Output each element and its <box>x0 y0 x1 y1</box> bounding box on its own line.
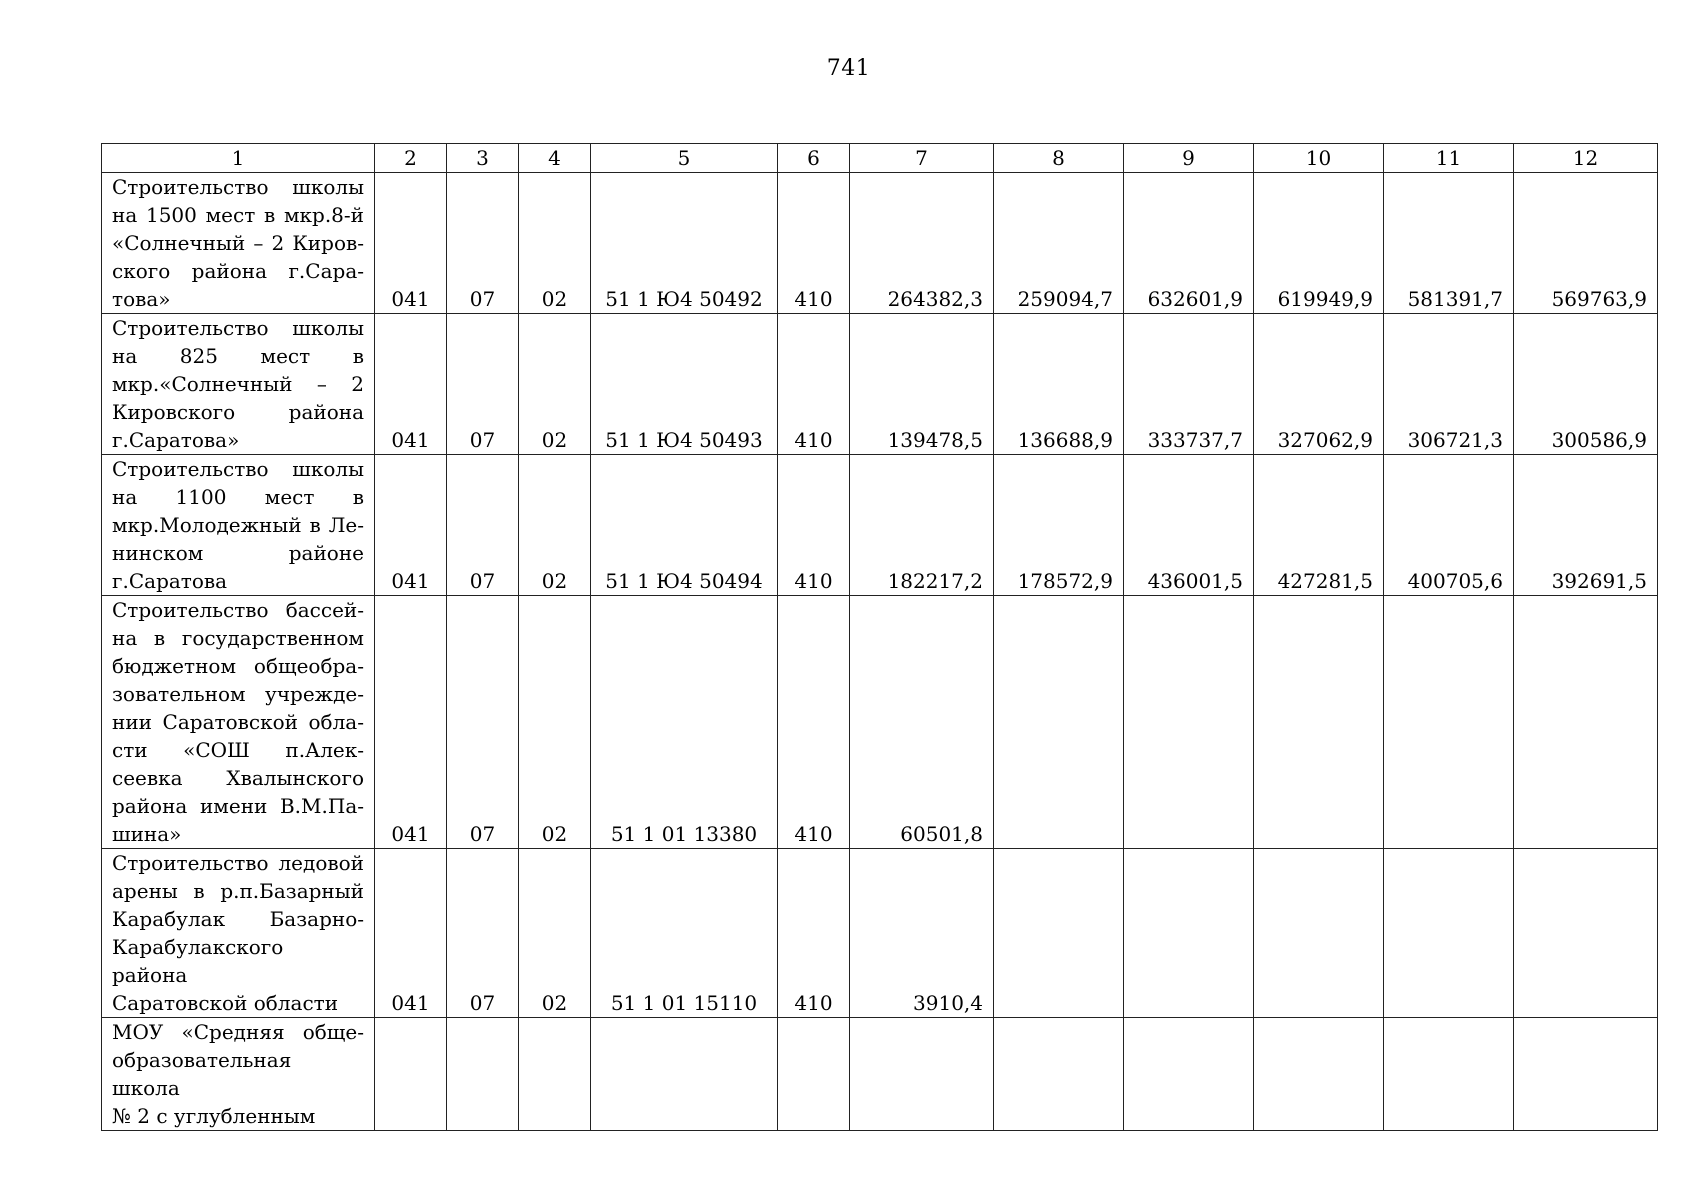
column-header: 9 <box>1124 144 1254 173</box>
cell-c5 <box>591 1018 778 1131</box>
cell-c5: 51 1 Ю4 50492 <box>591 173 778 314</box>
description-line: нии Саратовской обла- <box>112 710 364 734</box>
cell-c9 <box>1124 596 1254 849</box>
cell-c3: 07 <box>447 173 519 314</box>
column-number-row <box>102 144 1658 173</box>
description-line: г.Саратова» <box>112 428 240 452</box>
cell-c10 <box>1254 1018 1384 1131</box>
cell-c9 <box>1124 1018 1254 1131</box>
column-header: 3 <box>447 144 519 173</box>
description-line: Строительство школы <box>112 316 364 340</box>
row-description <box>102 455 375 596</box>
column-header: 10 <box>1254 144 1384 173</box>
column-header: 4 <box>519 144 591 173</box>
cell-c5: 51 1 Ю4 50493 <box>591 314 778 455</box>
description-line: «Солнечный – 2 Киров- <box>112 231 364 255</box>
cell-c10: 427281,5 <box>1254 455 1384 596</box>
cell-c8 <box>994 849 1124 1018</box>
cell-c12: 392691,5 <box>1514 455 1658 596</box>
table-row <box>102 455 1658 596</box>
description-line: на в государственном <box>112 626 364 650</box>
row-description <box>102 596 375 849</box>
description-line: мкр.Молодежный в Ле- <box>112 513 364 537</box>
cell-c6 <box>778 1018 850 1131</box>
cell-c4: 02 <box>519 173 591 314</box>
row-description <box>102 173 375 314</box>
column-header: 11 <box>1384 144 1514 173</box>
description-line: Карабулакского района <box>112 935 284 987</box>
row-description <box>102 1018 375 1131</box>
description-line: шина» <box>112 822 182 846</box>
cell-c12 <box>1514 596 1658 849</box>
description-line: № 2 с углубленным <box>112 1104 316 1128</box>
table-row <box>102 173 1658 314</box>
cell-c2: 041 <box>375 314 447 455</box>
cell-c8: 259094,7 <box>994 173 1124 314</box>
cell-c12 <box>1514 849 1658 1018</box>
cell-c3: 07 <box>447 455 519 596</box>
cell-c6: 410 <box>778 173 850 314</box>
cell-c5: 51 1 01 15110 <box>591 849 778 1018</box>
table-row <box>102 314 1658 455</box>
column-header: 2 <box>375 144 447 173</box>
description-line: Строительство ледовой <box>112 851 364 875</box>
cell-c7: 264382,3 <box>850 173 994 314</box>
table-body <box>102 173 1658 1131</box>
column-header: 1 <box>102 144 375 173</box>
cell-c7: 3910,4 <box>850 849 994 1018</box>
column-header: 8 <box>994 144 1124 173</box>
cell-c8: 136688,9 <box>994 314 1124 455</box>
description-line: Кировского района <box>112 400 364 424</box>
description-line: на 825 мест в <box>112 344 364 368</box>
cell-c3: 07 <box>447 314 519 455</box>
column-header: 5 <box>591 144 778 173</box>
cell-c4 <box>519 1018 591 1131</box>
cell-c7: 139478,5 <box>850 314 994 455</box>
cell-c6: 410 <box>778 849 850 1018</box>
cell-c7: 182217,2 <box>850 455 994 596</box>
cell-c11: 400705,6 <box>1384 455 1514 596</box>
cell-c10: 619949,9 <box>1254 173 1384 314</box>
cell-c5: 51 1 Ю4 50494 <box>591 455 778 596</box>
description-line: МОУ «Средняя обще- <box>112 1020 364 1044</box>
cell-c2: 041 <box>375 173 447 314</box>
table-row <box>102 1018 1658 1131</box>
cell-c11 <box>1384 1018 1514 1131</box>
cell-c9: 632601,9 <box>1124 173 1254 314</box>
cell-c12 <box>1514 1018 1658 1131</box>
cell-c7 <box>850 1018 994 1131</box>
budget-table <box>101 143 1658 1131</box>
cell-c6: 410 <box>778 314 850 455</box>
description-line: г.Саратова <box>112 569 228 593</box>
cell-c2: 041 <box>375 596 447 849</box>
cell-c4: 02 <box>519 455 591 596</box>
column-header: 7 <box>850 144 994 173</box>
table-row <box>102 596 1658 849</box>
description-line: на 1500 мест в мкр.8-й <box>112 203 364 227</box>
cell-c11 <box>1384 596 1514 849</box>
column-header: 12 <box>1514 144 1658 173</box>
description-line: нинском районе <box>112 541 364 565</box>
description-line: сти «СОШ п.Алек- <box>112 738 364 762</box>
description-line: Саратовской области <box>112 991 339 1015</box>
page-number: 741 <box>826 56 871 81</box>
cell-c2: 041 <box>375 455 447 596</box>
cell-c7: 60501,8 <box>850 596 994 849</box>
cell-c6: 410 <box>778 455 850 596</box>
cell-c12: 569763,9 <box>1514 173 1658 314</box>
description-line: ского района г.Сара- <box>112 259 364 283</box>
description-line: това» <box>112 287 171 311</box>
cell-c3 <box>447 1018 519 1131</box>
cell-c4: 02 <box>519 314 591 455</box>
row-description <box>102 314 375 455</box>
cell-c10 <box>1254 849 1384 1018</box>
cell-c10: 327062,9 <box>1254 314 1384 455</box>
description-line: образовательная школа <box>112 1048 292 1100</box>
cell-c5: 51 1 01 13380 <box>591 596 778 849</box>
cell-c6: 410 <box>778 596 850 849</box>
cell-c2: 041 <box>375 849 447 1018</box>
cell-c9 <box>1124 849 1254 1018</box>
description-line: сеевка Хвалынского <box>112 766 364 790</box>
description-line: арены в р.п.Базарный <box>112 879 364 903</box>
cell-c11: 306721,3 <box>1384 314 1514 455</box>
description-line: Карабулак Базарно- <box>112 907 364 931</box>
description-line: района имени В.М.Па- <box>112 794 364 818</box>
cell-c8 <box>994 596 1124 849</box>
description-line: мкр.«Солнечный – 2 <box>112 372 364 396</box>
cell-c10 <box>1254 596 1384 849</box>
description-line: зовательном учрежде- <box>112 682 364 706</box>
cell-c3: 07 <box>447 596 519 849</box>
row-description <box>102 849 375 1018</box>
description-line: бюджетном общеобра- <box>112 654 364 678</box>
cell-c9: 333737,7 <box>1124 314 1254 455</box>
cell-c4: 02 <box>519 596 591 849</box>
cell-c9: 436001,5 <box>1124 455 1254 596</box>
description-line: Строительство школы <box>112 175 364 199</box>
description-line: Строительство бассей- <box>112 598 364 622</box>
column-header: 6 <box>778 144 850 173</box>
description-line: Строительство школы <box>112 457 364 481</box>
cell-c8: 178572,9 <box>994 455 1124 596</box>
table-row <box>102 849 1658 1018</box>
cell-c11: 581391,7 <box>1384 173 1514 314</box>
cell-c2 <box>375 1018 447 1131</box>
cell-c11 <box>1384 849 1514 1018</box>
cell-c12: 300586,9 <box>1514 314 1658 455</box>
cell-c8 <box>994 1018 1124 1131</box>
cell-c4: 02 <box>519 849 591 1018</box>
description-line: на 1100 мест в <box>112 485 364 509</box>
cell-c3: 07 <box>447 849 519 1018</box>
